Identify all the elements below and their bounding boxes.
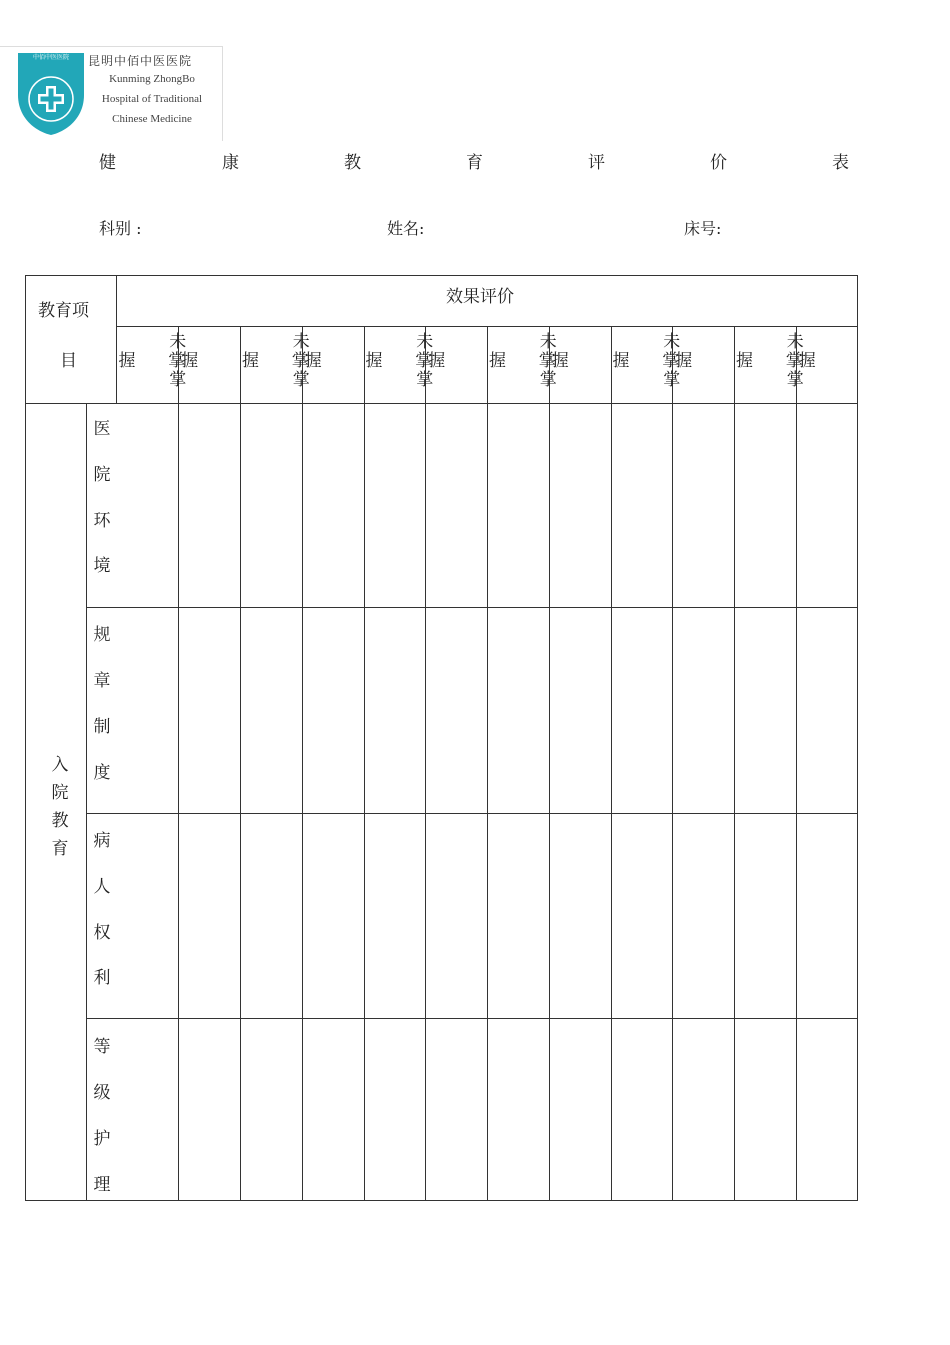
sub-header-not-mastered: 掌 <box>786 370 804 390</box>
sub-header-not-mastered: 掌 <box>663 370 681 390</box>
sub-header-not-mastered: 未 <box>169 332 187 352</box>
sub-header-mastered: 掌 <box>415 351 433 371</box>
row-char: 利 <box>93 968 111 988</box>
department-label: 科别 : <box>99 219 142 238</box>
seal-label: 中佰中医医院 <box>32 54 69 61</box>
row-char: 级 <box>93 1083 111 1103</box>
row-char: 境 <box>93 556 111 576</box>
sub-header-mastered: 握 <box>118 351 136 371</box>
title-char: 教 <box>344 153 361 173</box>
title-char: 康 <box>222 153 239 173</box>
sub-header-not-mastered: 掌 <box>292 370 310 390</box>
row-char: 等 <box>93 1037 111 1057</box>
row-char: 规 <box>93 625 111 645</box>
header-effect-evaluation: 效果评价 <box>446 287 514 307</box>
row-char: 医 <box>93 419 111 439</box>
row-char: 病 <box>93 831 111 851</box>
sub-header-not-mastered: 握 <box>675 351 693 371</box>
sub-header-not-mastered: 未 <box>663 332 681 352</box>
row-char: 理 <box>93 1175 111 1195</box>
sub-header-not-mastered: 握 <box>551 351 569 371</box>
sub-header-not-mastered: 握 <box>428 351 446 371</box>
hospital-name-en-line: Kunming ZhongBo <box>109 73 195 85</box>
row-char: 院 <box>93 465 111 485</box>
title-char: 评 <box>588 153 605 173</box>
sub-header-not-mastered: 未 <box>292 332 310 352</box>
row-char: 环 <box>93 511 111 531</box>
title-char: 价 <box>710 153 727 173</box>
category-char: 育 <box>51 839 69 859</box>
hospital-name-cn: 昆明中佰中医医院 <box>88 54 193 68</box>
sub-header-not-mastered: 掌 <box>416 370 434 390</box>
table-border <box>26 276 858 1201</box>
title-char: 健 <box>99 153 116 173</box>
title-char: 表 <box>832 153 849 173</box>
sub-header-not-mastered: 握 <box>304 351 322 371</box>
sub-header-not-mastered: 未 <box>786 332 804 352</box>
sub-header-mastered: 握 <box>365 351 383 371</box>
name-label: 姓名: <box>387 219 425 238</box>
header-education-item-cont: 目 <box>60 351 77 371</box>
row-char: 人 <box>93 877 111 897</box>
sub-header-not-mastered: 未 <box>416 332 434 352</box>
sub-header-mastered: 握 <box>736 351 753 371</box>
sub-header-mastered: 握 <box>489 351 506 371</box>
sub-header-not-mastered: 掌 <box>169 370 187 390</box>
sub-header-mastered: 握 <box>612 351 630 371</box>
row-char: 制 <box>93 717 111 737</box>
title-char: 育 <box>466 153 483 173</box>
row-char: 护 <box>93 1129 111 1149</box>
sub-header-not-mastered: 握 <box>798 351 816 371</box>
sub-header-mastered: 掌 <box>291 351 309 371</box>
category-char: 入 <box>51 755 69 775</box>
bed-number-label: 床号: <box>684 219 722 238</box>
sub-header-mastered: 掌 <box>168 351 186 371</box>
row-char: 度 <box>93 763 111 783</box>
hospital-name-en-line: Hospital of Traditional <box>101 93 203 105</box>
sub-header-mastered: 掌 <box>662 351 680 371</box>
row-char: 权 <box>93 923 111 943</box>
hospital-name-en-line: Chinese Medicine <box>112 113 192 125</box>
sub-header-not-mastered: 未 <box>539 332 557 352</box>
sub-header-mastered: 掌 <box>538 351 556 371</box>
sub-header-not-mastered: 掌 <box>539 370 557 390</box>
category-char: 教 <box>51 811 69 831</box>
sub-header-mastered: 握 <box>242 351 259 371</box>
header-education-item: 教育项 <box>38 301 89 321</box>
sub-header-mastered: 掌 <box>785 351 803 371</box>
sub-header-not-mastered: 握 <box>181 351 199 371</box>
row-char: 章 <box>93 671 111 691</box>
category-char: 院 <box>51 783 69 803</box>
